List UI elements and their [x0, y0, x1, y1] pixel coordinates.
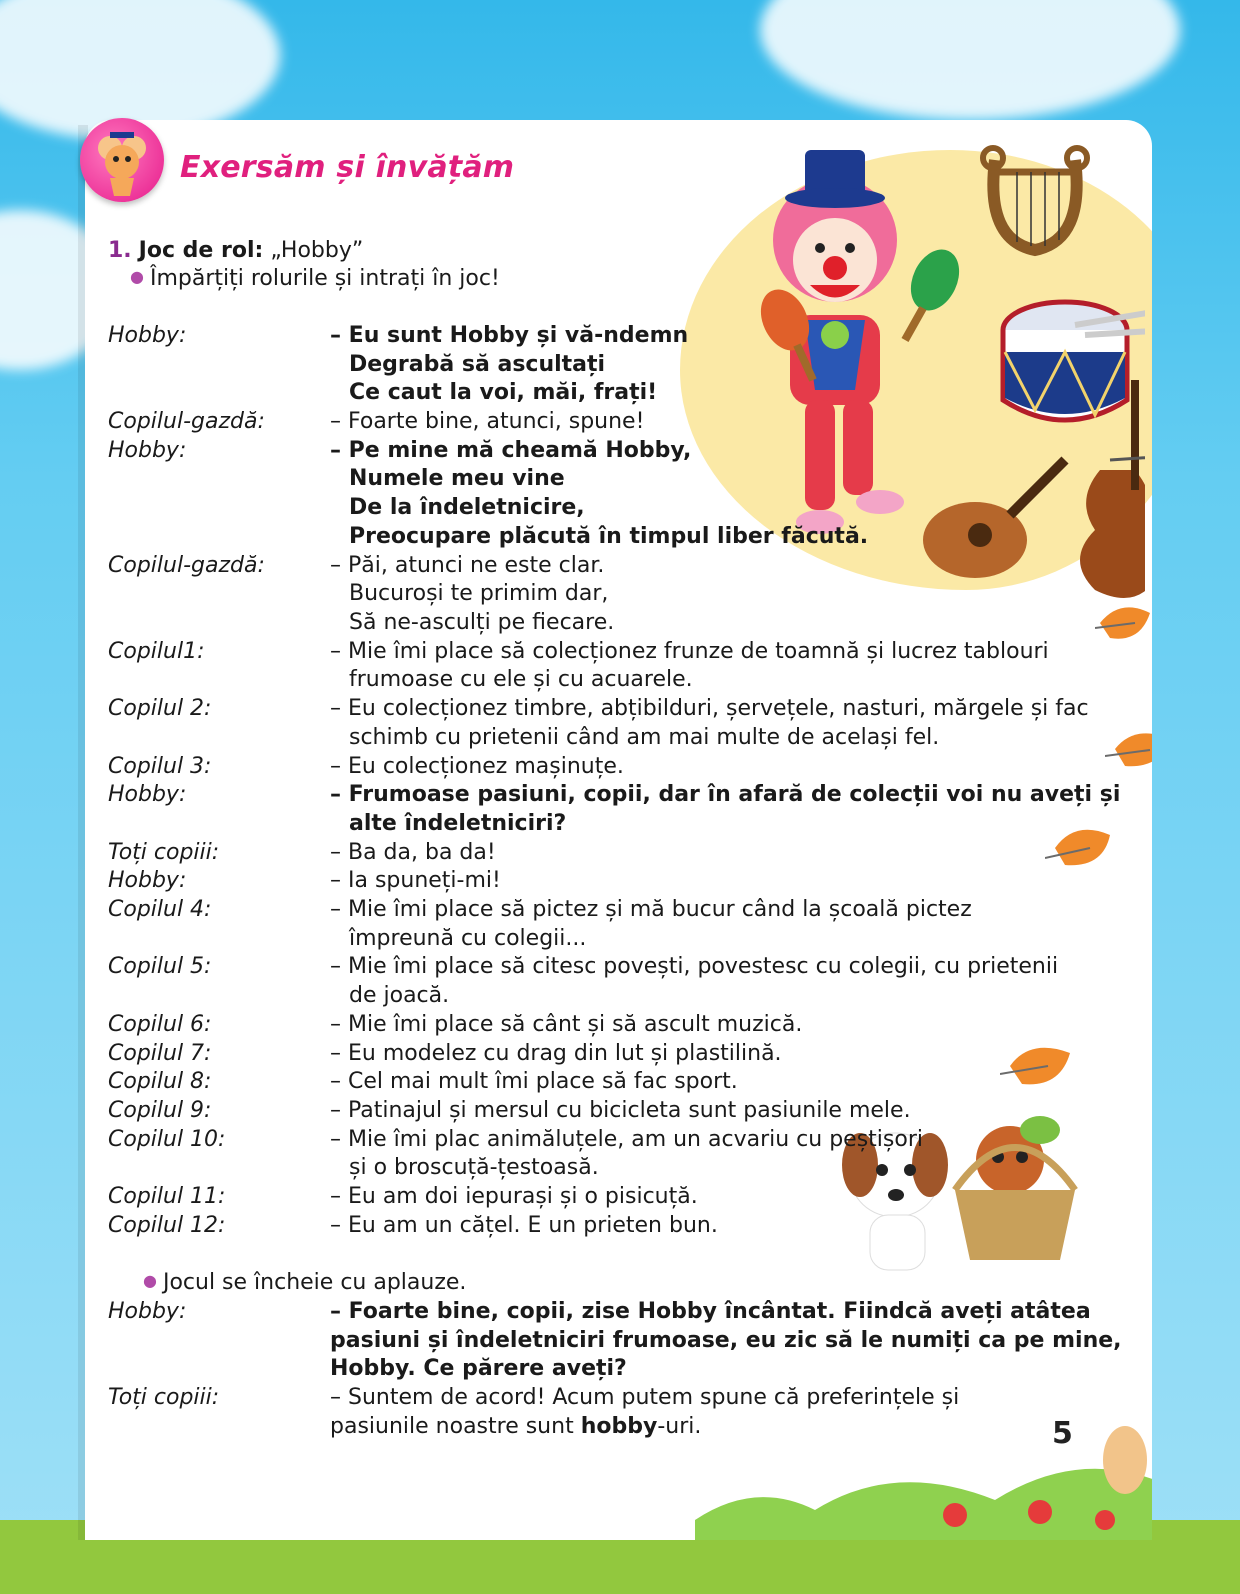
dialogue-line: – Suntem de acord! Acum putem spune că preferințele și [330, 1385, 960, 1411]
dialogue-line: de joacă. [349, 983, 450, 1009]
dialogue-line [330, 1413, 701, 1442]
dialogue-line: Degrabă să ascultați [349, 351, 606, 377]
speaker-label: Copilul 4: [108, 897, 212, 922]
cloud [760, 0, 1180, 120]
kitten-basket-icon [955, 1116, 1075, 1260]
mandolin-icon [923, 460, 1065, 578]
autumn-leaf-icon [1045, 820, 1115, 875]
page-number: 5 [1052, 1416, 1073, 1451]
section-heading: Exersăm și învățăm [180, 150, 515, 185]
speaker-label: Hobby: [108, 868, 187, 894]
bullet-icon: ● [130, 267, 144, 286]
exercise-name: „Hobby” [270, 238, 364, 263]
dialogue-line: – Mie îmi place să pictez și mă bucur când la școală pictez [330, 897, 972, 922]
mascot-badge [80, 118, 164, 202]
speaker-label: Copilul 12: [108, 1212, 226, 1238]
clown-icon [752, 150, 969, 534]
speaker-label: Toți copiii: [108, 839, 220, 865]
autumn-leaf-icon [1000, 1038, 1075, 1093]
dialogue-line: frumoase cu ele și cu acuarele. [349, 667, 693, 693]
bullet-icon: ● [143, 1271, 157, 1290]
dialogue-line: – Foarte bine, copii, zise Hobby încântat. Fiindcă aveți atâtea [330, 1299, 1091, 1324]
dialogue-line: – Ia spuneți-mi! [330, 868, 501, 894]
line-part: -uri. [657, 1413, 702, 1439]
speaker-label: Copilul 6: [108, 1011, 212, 1037]
exercise-number: 1. [108, 238, 132, 263]
instruction-bullet [130, 266, 500, 291]
speaker-label: Copilul-gazdă: [108, 409, 265, 435]
instruction-bullet [143, 1270, 466, 1295]
dialogue-line: – Cel mai mult îmi place să fac sport. [330, 1069, 738, 1095]
instruction-text: Împărțiți rolurile și intrați în joc! [149, 266, 500, 291]
line-part: pasiunile noastre sunt [330, 1413, 581, 1439]
speaker-label: Copilul 2: [108, 696, 212, 722]
dialogue-line: – Mie îmi place să colecționez frunze de toamnă și lucrez tablouri [330, 638, 1049, 664]
speaker-label: Hobby: [108, 782, 187, 808]
exercise-title [108, 238, 363, 263]
speaker-label: Hobby: [108, 1299, 187, 1324]
dialogue-line: Numele meu vine [349, 466, 565, 492]
dialogue-line: – Păi, atunci ne este clar. [330, 552, 605, 578]
dialogue-line: – Eu modelez cu drag din lut și plastilină. [330, 1040, 782, 1066]
bold-word: hobby [580, 1413, 658, 1439]
dialogue-line: împreună cu colegii... [349, 925, 587, 951]
speaker-label: Hobby: [108, 323, 187, 348]
dialogue-line: – Pe mine mă cheamă Hobby, [330, 437, 692, 463]
speaker-label: Copilul 10: [108, 1126, 226, 1152]
speaker-label: Copilul 7: [108, 1040, 212, 1066]
dialogue-line: alte îndeletniciri? [349, 810, 567, 836]
speaker-label: Copilul 8: [108, 1069, 212, 1095]
autumn-leaf-icon [1095, 598, 1152, 648]
dialogue-line: Hobby. Ce părere aveți? [330, 1356, 627, 1382]
speaker-label: Copilul 3: [108, 753, 212, 779]
mouse-teacher-icon [80, 118, 164, 202]
dialogue-line: și o broscuță-țestoasă. [349, 1155, 599, 1181]
dialogue-line: – Patinajul și mersul cu bicicleta sunt pasiunile mele. [330, 1097, 911, 1123]
speaker-label: Copilul1: [108, 638, 205, 664]
dialogue-line: – Eu am un cățel. E un prieten bun. [330, 1212, 718, 1238]
dialogue-line: – Mie îmi plac animăluțele, am un acvariu cu peștișori [330, 1126, 923, 1152]
dialogue-line: – Foarte bine, atunci, spune! [330, 409, 645, 435]
dialogue-line: – Frumoase pasiuni, copii, dar în afară de colecții voi nu aveți și [330, 782, 1121, 808]
speaker-label: Toți copiii: [108, 1385, 220, 1411]
dialogue-line: – Eu colecționez timbre, abțibilduri, șervețele, nasturi, mărgele și fac [330, 696, 1089, 722]
dialogue-line: De la îndeletnicire, [349, 495, 585, 521]
dialogue-line: Preocupare plăcută în timpul liber făcută. [349, 523, 869, 549]
autumn-leaf-icon [1105, 724, 1152, 774]
speaker-label: Hobby: [108, 437, 187, 463]
speaker-label: Copilul 5: [108, 954, 212, 980]
dialogue-line: Să ne-asculți pe fiecare. [349, 609, 615, 635]
dialogue-line: schimb cu prietenii când am mai multe de același fel. [349, 724, 940, 750]
dialogue-line: – Mie îmi place să cânt și să ascult muzică. [330, 1011, 803, 1037]
dialogue-line: Ce caut la voi, măi, frați! [349, 380, 658, 406]
dialogue-line: – Ba da, ba da! [330, 839, 496, 865]
speaker-label: Copilul-gazdă: [108, 552, 265, 578]
speaker-label: Copilul 9: [108, 1097, 212, 1123]
lyre-icon [983, 148, 1087, 250]
dialogue-line: – Eu sunt Hobby și vă-ndemn [330, 323, 689, 348]
instruction-text: Jocul se încheie cu aplauze. [162, 1270, 467, 1295]
speaker-label: Copilul 11: [108, 1184, 226, 1209]
drum-icon [1003, 302, 1145, 420]
exercise-label: Joc de rol: [138, 238, 264, 263]
dialogue-line: – Mie îmi place să citesc povești, povestesc cu colegii, cu prietenii [330, 954, 1059, 980]
dialogue-line: – Eu colecționez mașinuțe. [330, 753, 624, 779]
dialogue-line: pasiuni și îndeletniciri frumoase, eu zic să le numiți ca pe mine, [330, 1327, 1122, 1353]
dialogue-line: – Eu am doi iepurași și o pisicuță. [330, 1184, 698, 1209]
dialogue-line: Bucuroși te primim dar, [349, 581, 609, 607]
